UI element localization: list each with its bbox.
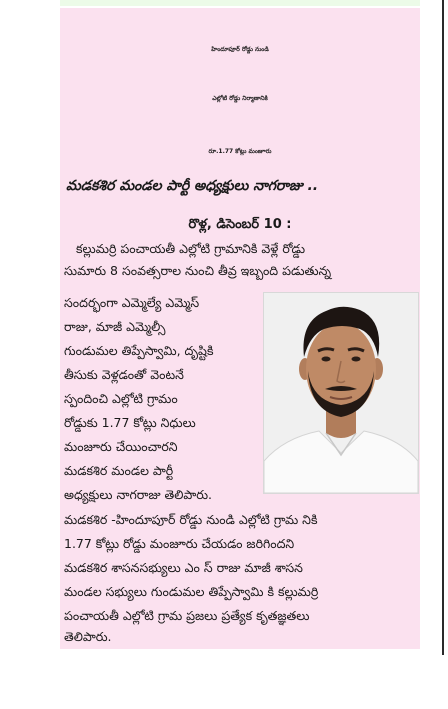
body-line: సుమారు 8 సంవత్సరాల నుంచి తీవ్ర ఇబ్బంది పడుతున్న (64, 263, 332, 278)
headline-line-1: హిందూపూర్ రోడ్డు నుండి (211, 46, 269, 53)
subheadline: మడకశిర మండల పార్టీ అధ్యక్షులు నాగరాజు .. (66, 178, 319, 194)
body-line: రాజు, మాజీ ఎమ్మెల్సీ (64, 319, 166, 334)
headline-line-3: రూ.1.77 కోట్లు మంజూరు (208, 148, 272, 155)
dateline: రొళ్ల, డిసెంబర్ 10 : (188, 217, 292, 232)
body-line: మడకశిర శాసనసభ్యులు ఎం స్ రాజు మాజీ శాసన (64, 560, 303, 575)
body-line: గుండుమల తిప్పేస్వామి, దృష్టికి (64, 343, 214, 358)
body-line: తీసుకు వెళ్లడంతో వెంటనే (64, 367, 184, 382)
headline-line-2: ఎల్లోటి రోడ్డు నిర్మాణానికి (212, 95, 268, 102)
body-line: అధ్యక్షులు నాగరాజు తెలిపారు. (64, 487, 213, 502)
page-edge-rule (442, 0, 444, 655)
news-clipping (60, 8, 420, 649)
body-line: తెలిపారు. (64, 629, 112, 644)
portrait-illustration (264, 293, 418, 493)
body-line: స్పందించి ఎల్లోటి గ్రామం (64, 391, 178, 406)
body-line: 1.77 కోట్లు రోడ్డు మంజూరు చేయడం జరిగిందని (64, 536, 295, 551)
body-line: మడకశిర -హిందూపూర్ రోడ్డు నుండి ఎల్లోటి గ్రామ నికి (64, 512, 318, 527)
portrait-photo (263, 292, 419, 494)
body-line: మండల సభ్యులు గుండుమల తిప్పేస్వామి కి కల్లుమర్రి (64, 584, 319, 599)
body-line: మంజూరు చేయించారని (64, 439, 178, 454)
body-line: సందర్భంగా ఎమ్మెల్యే ఎమ్మెస్ (64, 295, 200, 310)
body-line: మడకశిర మండల పార్టీ (64, 463, 174, 478)
top-strip (60, 0, 420, 6)
body-line: రోడ్డుకు 1.77 కోట్లు నిధులు (64, 415, 196, 430)
body-line: పంచాయతీ ఎల్లోటి గ్రామ ప్రజలు ప్రత్యేక కృతజ్ఞతలు (64, 608, 310, 623)
body-line: కల్లుమర్రి పంచాయతీ ఎల్లోటి గ్రామానికి వెళ్లే రోడ్డు (76, 241, 306, 256)
